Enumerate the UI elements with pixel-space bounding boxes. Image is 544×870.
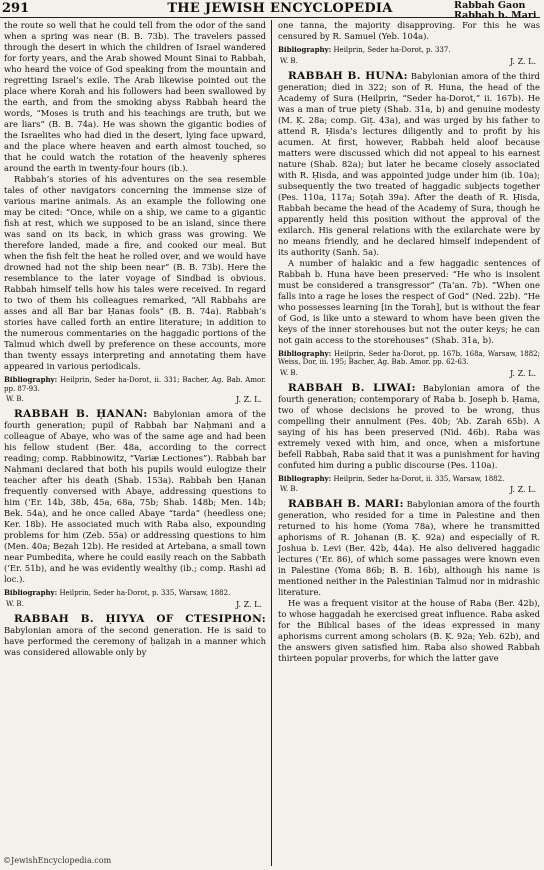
bibliography-label: Bibliography: — [4, 588, 58, 597]
right-column — [278, 20, 540, 664]
article-heading: RABBAH B. ḤIYYA OF CTESIPHON: — [14, 612, 266, 625]
article-text: Babylonian amora of the fourth generation; pupil of Rabbah bar Naḥmani and a colleague of Abaye, who was of the same age and had been his fellow student (Ber. 48a, according to the correct reading; comp. Rabbinowitz, “Variæ Lectiones”). Rabbah bar Naḥmani declared that both his pupils would eulogize their teacher after his death (Shab. 153a). Rabbah ben Ḥanan frequently conversed with Abaye, addressing questions to him (‘Er. 14b, 38b, 45a, 68a, 75b; Shab. 148b; Men. 14b; Bek. 54a), and he once called Abaye “tarda” (heedless one; Ker. 18b). He associated much with Raba also, expounding problems for him (Zeb. 55a) or addressing questions to him (Men. 40a; Beẓah 12b). He resided at Artebana, a small town near Pumbedita, where he could easily reach on the Sabbath (‘Er. 51b), and he was evidently wealthy (ib.; comp. Rashi ad loc.). — [4, 409, 266, 584]
article-heading: RABBAH B. ḤANAN: — [14, 408, 148, 420]
bibliography-text: Heilprin, Seder ha-Dorot, ii. 331; Bacher, Ag. Bab. Amor. pp. 87-93. — [4, 376, 266, 393]
running-title: THE JEWISH ENCYCLOPEDIA — [167, 1, 393, 16]
signature-initials: W. B. — [280, 368, 298, 377]
article — [4, 409, 266, 585]
bibliography-label: Bibliography: — [278, 348, 332, 358]
running-head — [454, 1, 538, 21]
bibliography — [278, 46, 540, 55]
signature-initials: W. B. — [280, 485, 298, 493]
paragraph: one tanna, the majority disapproving. For this he was censured by R. Samuel (Yeb. 104a). — [278, 20, 540, 41]
paragraph: the route so well that he could tell from the odor of the sand when a spring was near (B. B. 73b). The travelers passed through the desert in which the children of Israel wandered for forty years, and the Arab showed Mount Sinai to Rabbah, who heard the voice of God speaking from the mountain and regretting Israel’s exile. The Arab likewise pointed out the place where Korah and his followers had been swallowed by the earth, and from the smoking abyss Rabbah heard the words, “Moses is truth and his teachings are truth, but we are liars” (B. B. 74a). He was shown the gigantic bodies of the Israelites who had died in the desert, lying face upward, and the place where heaven and earth almost touched, so that he could watch the rotation of the heavenly spheres around the earth in twenty-four hours (ib.). — [4, 20, 266, 173]
signature — [4, 599, 266, 610]
signature-initials: W. B. — [280, 56, 298, 65]
left-column — [4, 20, 266, 658]
bibliography — [278, 475, 540, 484]
article-text: Babylonian amora of the third generation; died in 322; son of R. Huna, the head of the Academy of Sura (Heilprin, “Seder ha-Dorot,” ii. 167b). He was a man of true piety (Shab. 31a, b) and genuine modesty (M. Ḳ. 28a; comp. Giṭ. 43a), and was urged by his father to attend R. Ḥisda’s lectures diligently and to profit by his acumen. At first, however, Rabbah held aloof because matters were discussed which did not appeal to his earnest nature (Shab. 82a); but later he became closely associated with R. Ḥisda, and was appointed judge under him (ib. 10a); subsequently the two treated of haggadic subjects together (Pes. 110a, 117a; Soṭah 39a). After the death of R. Ḥisda, Rabbah became the head of the Academy of Sura, though he apparently held this position without the approval of the exilarch. His general relations with the exilarchate were by no means friendly, and he declared himself independent of its authority (Sanh. 5a). — [278, 70, 540, 257]
signature-author: J. Z. L. — [509, 368, 536, 378]
signature — [4, 394, 266, 405]
signature-author: J. Z. L. — [235, 395, 262, 404]
bibliography-label: Bibliography: — [4, 375, 58, 384]
article — [278, 383, 540, 471]
bibliography-text: Heilprin, Seder ha-Dorot, p. 337. — [331, 46, 451, 54]
signature-initials: W. B. — [6, 599, 24, 608]
paragraph: A number of halakic and a few haggadic sentences of Rabbah b. Huna have been preserved: “He who is insolent must be considered a transgressor” (Ta‘an. 7b). “When one falls into a rage he loses the respect of God” (Ned. 22b). “He who possesses learning [in the Torah], but is without the fear of God, is like unto a steward to whom have been given the keys of the inner storehouses but not the outer keys; he can not gain access to the storehouses” (Shab. 31a, b). — [278, 257, 540, 345]
bibliography-text: Heilprin, Seder ha-Dorot, pp. 167b, 168a, Warsaw, 1882; Weiss, Dor, iii. 195; Bacher, Ag. Bab. Amor. pp. 62-63. — [278, 349, 540, 366]
article-text: Babylonian amora of the second generation. He is said to have performed the ceremony of ḥaliẓah in a manner which was considered allowable only by — [4, 624, 266, 657]
signature-author: J. Z. L. — [509, 56, 536, 66]
signature — [278, 484, 540, 495]
bibliography — [4, 376, 266, 393]
bibliography-text: Heilprin, Seder ha-Dorot, ii. 335, Warsaw, 1882. — [331, 474, 505, 483]
page-header — [0, 0, 544, 21]
signature — [278, 368, 540, 379]
article-text: Babylonian amora of the fourth generation, who resided for a time in Palestine and then returned to his home (Yoma 78a), where he transmitted aphorisms of R. Johanan (B. Ḳ. 92a) and especially of R. Joshua b. Levi (Ber. 42b, 44a). He also delivered haggadic lectures (‘Er. 86), of which some passages were known even in Palestine (Yoma 86b; B. B. 16b), although his name is mentioned neither in the Palestinian Talmud nor in midrashic literature. — [278, 499, 540, 597]
signature-author: J. Z. L. — [235, 599, 262, 609]
article — [4, 614, 266, 658]
page-number: 291 — [2, 1, 30, 16]
paragraph: He was a frequent visitor at the house of Raba (Ber. 42b), to whose haggadah he exercised great influence. Raba asked for the Biblical bases of the ideas expressed in many aphorisms current among scholars (B. Ḳ. 92a; Yeb. 62b), and the answers given satisfied him. Raba also showed Rabbah thirteen popular proverbs, for which the latter gave — [278, 598, 540, 663]
signature-initials: W. B. — [6, 395, 24, 403]
bibliography — [278, 350, 540, 367]
paragraph: Rabbah’s stories of his adventures on the sea resemble tales of other navigators concerning the immense size of various marine animals. As an example the following one may be cited: “Once, while on a ship, we came to a gigantic fish at rest, which we supposed to be an island, since there was sand on its back, in which grass was growing. We therefore landed, made a fire, and cooked our meal. But when the fish felt the heat he rolled over, and we would have drowned had not the ship been near” (B. B. 73b). Here the resemblance to the later voyage of Sindbad is obvious. Rabbah himself tells how his tales were received. In regard to two of them his colleagues remarked, “All Rabbahs are asses and all Bar bar Ḥanas fools” (B. B. 74a). Rabbah’s stories have called forth an entire literature; in addition to the numerous commentaries on the haggadic portions of the Talmud which dwell by preference on these accounts, more than twenty essays interpreting and annotating them have appeared in various periodicals. — [4, 174, 266, 371]
bibliography — [4, 589, 266, 598]
signature-author: J. Z. L. — [509, 485, 536, 494]
bibliography-text: Heilprin, Seder ha-Dorot, p. 335, Warsaw, 1882. — [57, 589, 231, 597]
article-heading: RABBAH B. LIWAI: — [288, 381, 416, 394]
column-divider — [271, 20, 272, 866]
running-head-line-1: Rabbah Gaon — [454, 0, 526, 11]
article-text: Babylonian amora of the fourth generation; contemporary of Raba b. Joseph b. Ḥama, two of whose decisions he proved to be wrong, thus compelling their annulment (Pes. 40b; ‘Ab. Zarah 65b). A saying of his has been preserved (Nid. 46b). Raba was extremely vexed with him, and once, when a misfortune befell Rabbah, Raba said that it was a punishment for having confuted him during a public discourse (Pes. 110a). — [278, 382, 540, 470]
header-rule — [0, 17, 540, 18]
article — [278, 71, 540, 258]
bibliography-label: Bibliography: — [278, 473, 332, 483]
copyright-footer: ©JewishEncyclopedia.com — [3, 856, 112, 865]
article — [278, 499, 540, 598]
article-heading: RABBAH B. MARI: — [288, 498, 404, 510]
article-heading: RABBAH B. HUNA: — [288, 69, 408, 82]
signature — [278, 56, 540, 67]
bibliography-label: Bibliography: — [278, 45, 332, 54]
running-head-line-2: Rabbah b. Mari — [454, 10, 537, 21]
